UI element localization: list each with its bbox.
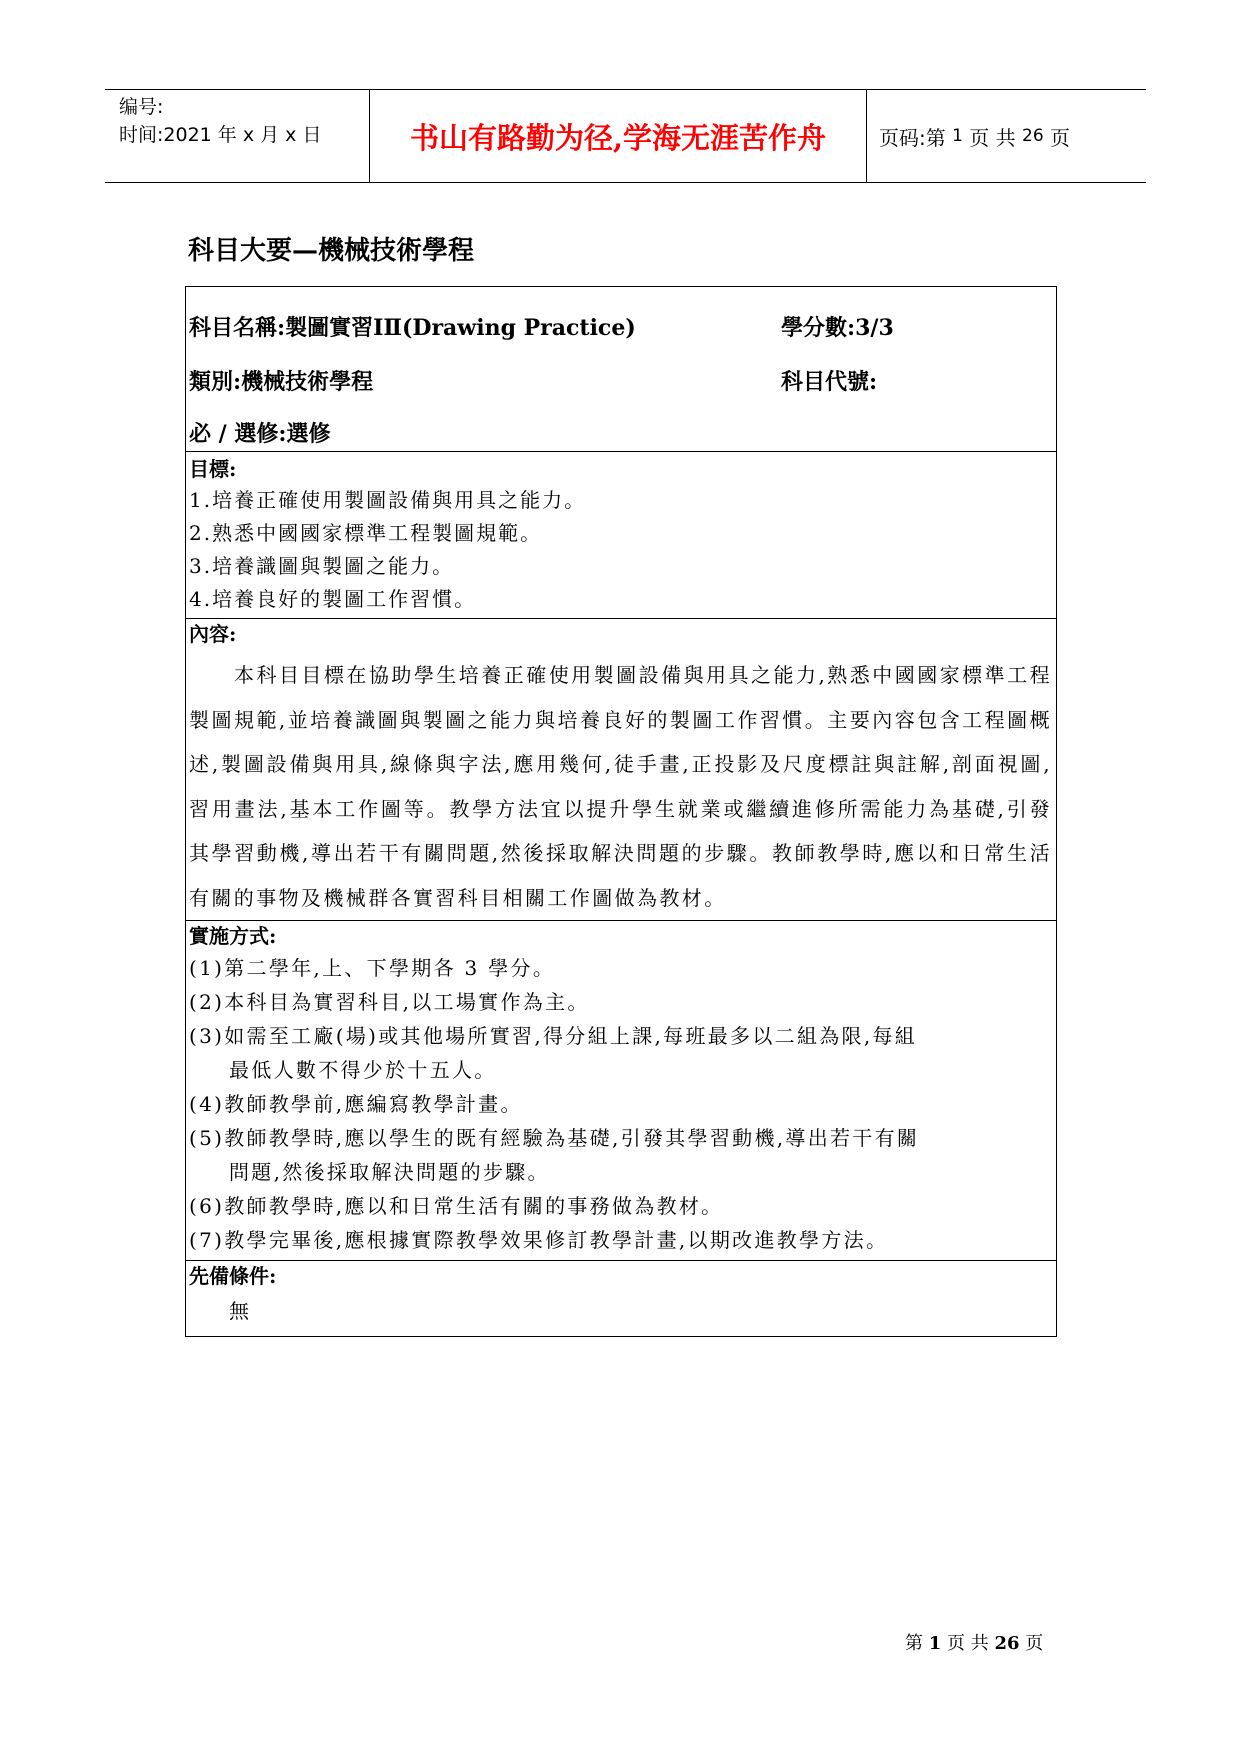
implementation-item: (6)教師教學時,應以和日常生活有關的事務做為教材。 [189, 1194, 724, 1218]
course-code: 科目代號: [781, 369, 878, 395]
implementation-item [186, 1019, 1056, 1087]
course-category: 類別:機械技術學程 [189, 369, 374, 395]
implementation-section [186, 920, 1056, 1260]
goal-item: 2.熟悉中國國家標準工程製圖規範。 [189, 521, 543, 545]
footer-text: 页 [1025, 1633, 1044, 1654]
implementation-item-line: 最低人數不得少於十五人。 [229, 1058, 497, 1082]
header-info [105, 90, 370, 182]
prerequisite-heading: 先備條件: [189, 1264, 277, 1288]
goals-section [186, 451, 1056, 618]
course-name: 科目名稱:製圖實習ⅠⅡ(Drawing Practice) [189, 315, 636, 341]
implementation-item: (1)第二學年,上、下學期各 3 學分。 [189, 956, 556, 980]
page-end: 页 [1050, 125, 1071, 150]
implementation-item-line: (5)教師教學時,應以學生的既有經驗為基礎,引發其學習動機,導出若干有關 [189, 1126, 920, 1150]
course-credits: 學分數:3/3 [781, 315, 894, 341]
syllabus-table [185, 286, 1057, 1337]
implementation-item [186, 1121, 1056, 1189]
footer-text: 页 共 [947, 1633, 989, 1654]
goal-item: 1.培養正確使用製圖設備與用具之能力。 [189, 488, 587, 512]
course-required: 必 / 選修:選修 [189, 421, 331, 447]
prerequisite-value: 無 [229, 1299, 249, 1323]
footer-page: 1 [928, 1633, 942, 1654]
motto: 书山有路勤为径,学海无涯苦作舟 [370, 90, 867, 182]
goals-heading: 目標: [189, 457, 237, 481]
content-section [186, 618, 1056, 920]
footer-total: 26 [994, 1633, 1020, 1654]
document-title: 科目大要—機械技術學程 [188, 236, 475, 266]
implementation-item-line: 問題,然後採取解決問題的步驟。 [229, 1160, 550, 1184]
implementation-item-line: (3)如需至工廠(場)或其他場所實習,得分組上課,每班最多以二組為限,每組 [189, 1024, 918, 1048]
page-current: 1 [952, 126, 963, 146]
prerequisite-section [186, 1260, 1056, 1336]
page-indicator [867, 90, 1146, 182]
implementation-item: (7)教學完畢後,應根據實際教學效果修訂教學計畫,以期改進教學方法。 [189, 1228, 889, 1252]
page-mid: 页 共 [969, 125, 1016, 150]
page-total: 26 [1022, 126, 1044, 146]
goal-item: 4.培養良好的製圖工作習慣。 [189, 587, 477, 611]
implementation-item: (2)本科目為實習科目,以工場實作為主。 [189, 990, 590, 1014]
implementation-heading: 實施方式: [189, 924, 277, 948]
page-footer [905, 1629, 1043, 1655]
footer-text: 第 [905, 1633, 923, 1654]
page-header [105, 89, 1146, 183]
number-label: 编号: [119, 96, 164, 118]
course-meta [186, 287, 1056, 451]
content-heading: 內容: [189, 622, 237, 646]
implementation-item: (4)教師教學前,應編寫教學計畫。 [189, 1092, 523, 1116]
time-label: 时间:2021 年 x 月 x 日 [119, 124, 322, 146]
content-paragraph: 本科目目標在協助學生培養正確使用製圖設備與用具之能力,熟悉中國國家標準工程製圖規範,並培養識圖與製圖之能力與培養良好的製圖工作習慣。主要內容包含工程圖概述,製圖設備與用具,線條與字法,應用幾何,徒手畫,正投影及尺度標註與註解,剖面視圖,習用畫法,基本工作圖等。教學方法宜以提升學生就業或繼續進修所需能力為基礎,引發其學習動機,導出若干有關問題,然後採取解決問題的步驟。教師教學時,應以和日常生活有關的事物及機械群各實習科目相關工作圖做為教材。 [189, 663, 1052, 910]
goal-item: 3.培養識圖與製圖之能力。 [189, 554, 455, 578]
page-label: 页码:第 [879, 125, 946, 150]
